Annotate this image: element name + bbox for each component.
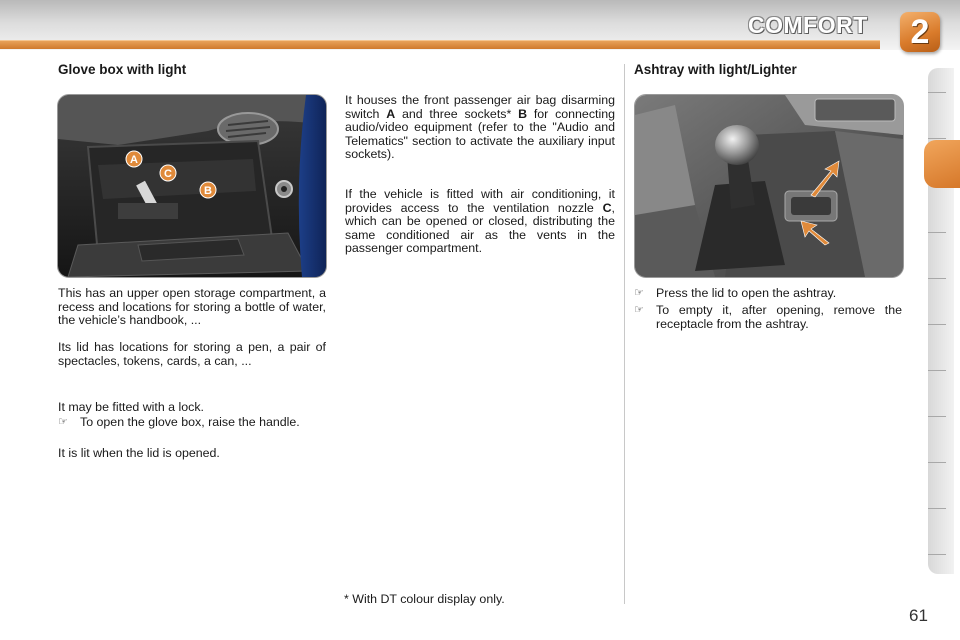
glove-box-illustration: [58, 95, 326, 277]
thumb-tab-divider: [928, 370, 946, 371]
header-accent-stripe: [0, 40, 880, 49]
glove-box-lid-description: Its lid has locations for storing a pen, a pair of spectacles, tokens, cards, a can, ...: [58, 340, 326, 368]
thumb-tab-divider: [928, 416, 946, 417]
thumb-tab-divider: [928, 138, 946, 139]
ashtray-open-instruction: ☞ Press the lid to open the ashtray.: [634, 286, 837, 300]
photo-label-a: [126, 151, 142, 167]
thumb-tab-comfort-active[interactable]: [924, 140, 960, 188]
ashtray-heading: Ashtray with light/Lighter: [634, 62, 797, 77]
glove-box-description: This has an upper open storage compartment, a recess and locations for storing a bottle of water, the vehicle’s handbook, ...: [58, 286, 326, 328]
chapter-title: COMFORT: [748, 12, 868, 38]
glove-box-photo: [57, 94, 327, 278]
glove-box-open-instruction: ☞ To open the glove box, raise the handle.: [58, 415, 300, 429]
svg-text:C: C: [164, 168, 172, 180]
photo-label-b: [200, 182, 216, 198]
pointing-hand-icon: ☞: [634, 304, 644, 316]
page-number: 61: [909, 606, 928, 625]
column-divider: [624, 64, 625, 604]
glove-box-features-text: It houses the front passenger air bag disarming switch A and three sockets* B for connecting audio/video equipment (refer to the "Audio and Telematics" section to activate the auxiliary input sockets).: [345, 93, 616, 162]
photo-label-c: [160, 165, 176, 181]
chapter-badge: [900, 12, 940, 52]
thumb-tab-divider: [928, 232, 946, 233]
thumb-tab-divider: [928, 508, 946, 509]
glove-box-light-note: It is lit when the lid is opened.: [58, 446, 220, 460]
ashtray-illustration: [635, 95, 903, 277]
glove-box-lock-note: It may be fitted with a lock.: [58, 400, 204, 414]
footnote: * With DT colour display only.: [344, 592, 505, 606]
ventilation-nozzle-text: If the vehicle is fitted with air conditioning, it provides access to the ventilation nozzle C, which can be opened or closed, distributing the same conditioned air as the vents in the passenger compartment.: [345, 187, 615, 256]
thumb-tab-divider: [928, 554, 946, 555]
ashtray-empty-instruction: ☞ To empty it, after opening, remove the receptacle from the ashtray.: [634, 303, 902, 331]
pointing-hand-icon: ☞: [58, 416, 68, 428]
ashtray-photo: [634, 94, 904, 278]
chapter-number: 2: [910, 12, 930, 51]
thumb-tab-divider: [928, 278, 946, 279]
glove-box-heading: Glove box with light: [58, 62, 187, 77]
thumb-tab-divider: [928, 462, 946, 463]
thumb-tab-divider: [928, 92, 946, 93]
thumb-tab-divider: [928, 324, 946, 325]
pointing-hand-icon: ☞: [634, 287, 644, 299]
svg-text:B: B: [204, 185, 212, 197]
svg-text:A: A: [130, 154, 138, 166]
